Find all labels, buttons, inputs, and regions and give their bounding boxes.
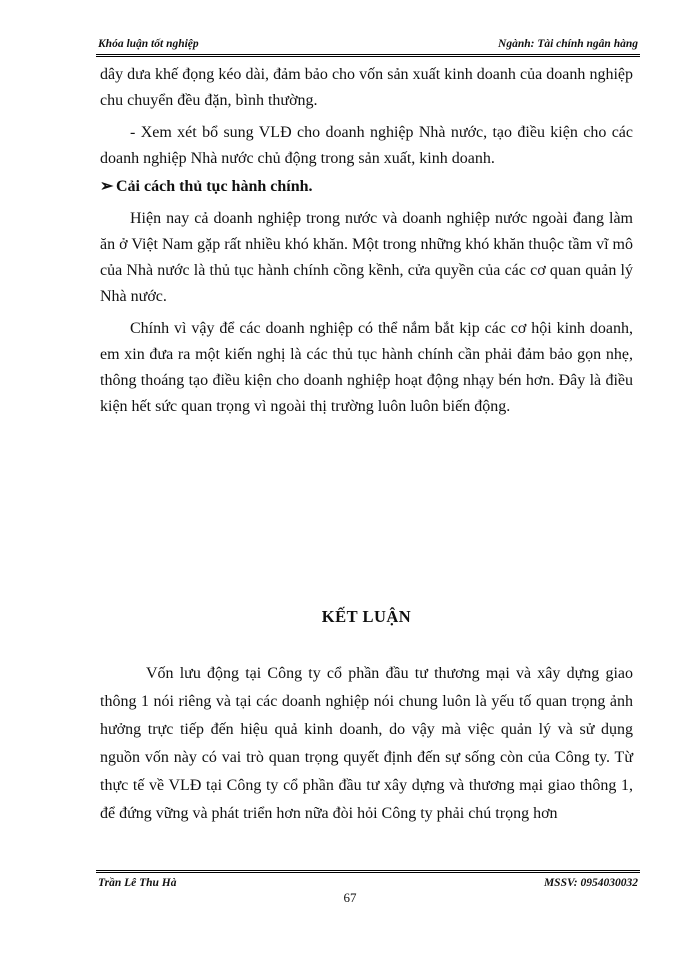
header-right: Ngành: Tài chính ngân hàng [498,38,638,50]
header-left: Khóa luận tốt nghiệp [98,38,199,50]
document-body [100,62,633,420]
conclusion-paragraph: Vốn lưu động tại Công ty cổ phần đầu tư thương mại và xây dựng giao thông 1 nói riêng và tại các doanh nghiệp nói chung luôn là yếu tố quan trọng ảnh hưởng trực tiếp đến hiệu quả kinh doanh, do vậy mà việc quản lý và sử dụng nguồn vốn này có vai trò quan trọng quyết định đến sự sống còn của Công ty. Từ thực tế về VLĐ tại Công ty cổ phần đầu tư xây dựng và thương mại giao thông 1, để đứng vững và phát triển hơn nữa đòi hỏi Công ty phải chú trọng hơn [100,665,633,822]
page-number: 67 [343,890,357,905]
paragraph-recommendation: - Xem xét bổ sung VLĐ cho doanh nghiệp Nhà nước, tạo điều kiện cho các doanh nghiệp Nhà nước chủ động trong sản xuất, kinh doanh. [100,124,633,167]
arrow-bullet-icon: ➢ [100,178,114,195]
bullet-heading [100,174,633,200]
page-header [98,38,638,50]
paragraph-continuation: dây dưa khế đọng kéo dài, đảm bảo cho vốn sản xuất kinh doanh của doanh nghiệp chu chuyển đều đặn, bình thường. [100,66,633,109]
page-footer [98,877,638,889]
paragraph-admin-reform: Hiện nay cả doanh nghiệp trong nước và doanh nghiệp nước ngoài đang làm ăn ở Việt Nam gặp rất nhiều khó khăn. Một trong những khó khăn thuộc tầm vĩ mô của Nhà nước là thủ tục hành chính cồng kềnh, cửa quyền của các cơ quan quản lý Nhà nước. [100,210,633,305]
section-title: KẾT LUẬN [321,607,412,626]
bullet-heading-text: Cải cách thủ tục hành chính. [116,178,313,195]
footer-author: Trần Lê Thu Hà [98,877,177,889]
paragraph-proposal: Chính vì vậy để các doanh nghiệp có thể nắm bắt kịp các cơ hội kinh doanh, em xin đưa ra một kiến nghị là các thủ tục hành chính cần phải đảm bảo gọn nhẹ, thông thoáng tạo điều kiện cho doanh nghiệp hoạt động nhạy bén hơn. Đây là điều kiện hết sức quan trọng vì ngoài thị trường luôn luôn biến động. [100,320,633,415]
header-rule [96,54,640,57]
footer-student-id: MSSV: 0954030032 [543,877,638,889]
footer-rule [96,870,640,873]
